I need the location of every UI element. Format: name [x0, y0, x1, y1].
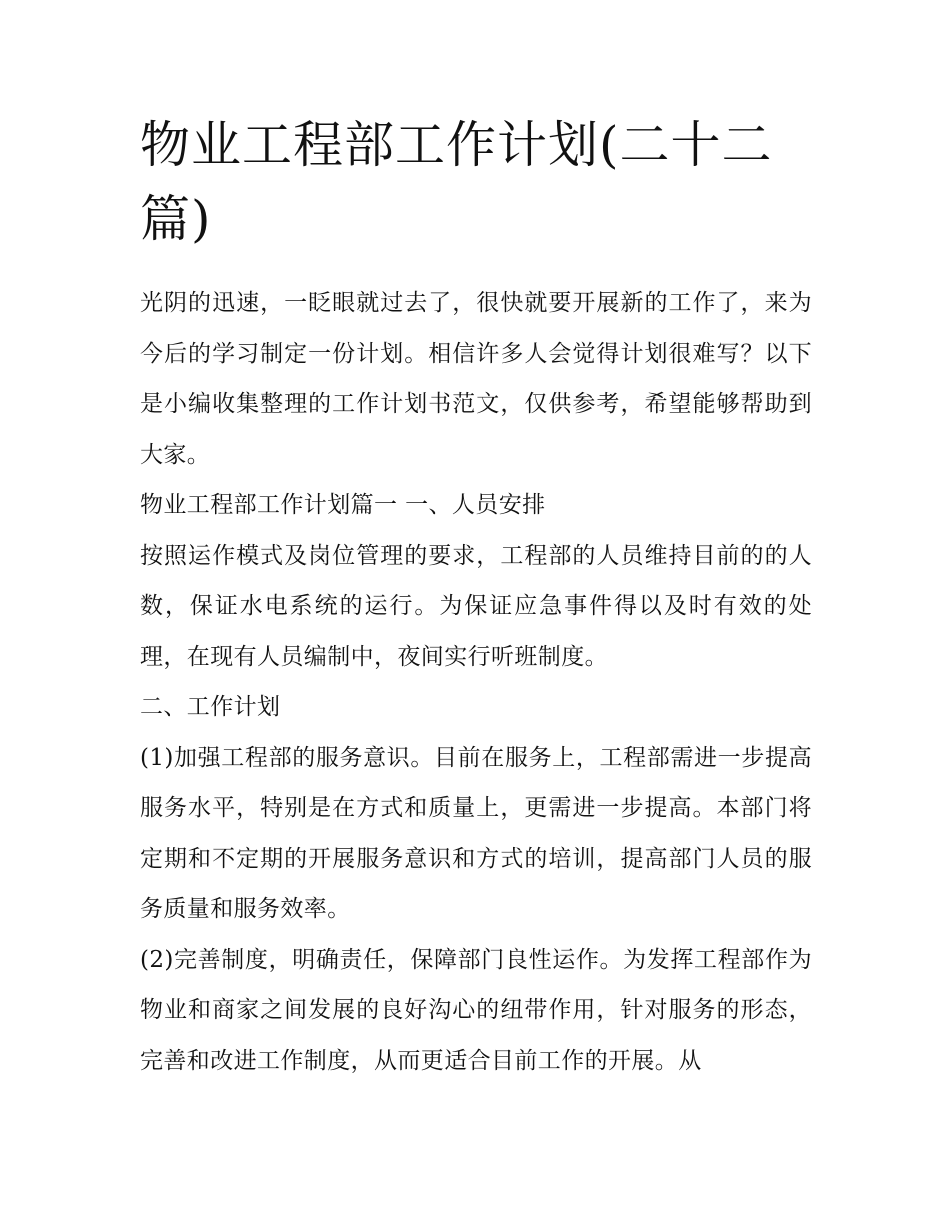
paragraph-heading-plan-one: 物业工程部工作计划篇一 一、人员安排 — [140, 492, 546, 518]
paragraph-service-awareness: (1)加强工程部的服务意识。目前在服务上，工程部需进一步提高服务水平，特别是在方式和质量上，更需进一步提高。本部门将定期和不定期的开展服务意识和方式的培训，提高部门人员的服务质量和服务效率。 — [140, 744, 812, 922]
paragraph-staffing: 按照运作模式及岗位管理的要求，工程部的人员维持目前的的人数，保证水电系统的运行。为保证应急事件得以及时有效的处理，在现有人员编制中，夜间实行听班制度。 — [140, 542, 812, 670]
document-title: 物业工程部工作计划(二十二篇) — [140, 116, 773, 248]
paragraph-heading-work-plan: 二、工作计划 — [140, 694, 281, 720]
paragraph-intro: 光阴的迅速，一眨眼就过去了，很快就要开展新的工作了，来为今后的学习制定一份计划。相信许多人会觉得计划很难写？以下是小编收集整理的工作计划书范文，仅供参考，希望能够帮助到大家。 — [140, 290, 812, 468]
paragraph-system-improvement: (2)完善制度，明确责任，保障部门良性运作。为发挥工程部作为物业和商家之间发展的良好沟心的纽带作用，针对服务的形态，完善和改进工作制度，从而更适合目前工作的开展。从 — [140, 946, 812, 1074]
